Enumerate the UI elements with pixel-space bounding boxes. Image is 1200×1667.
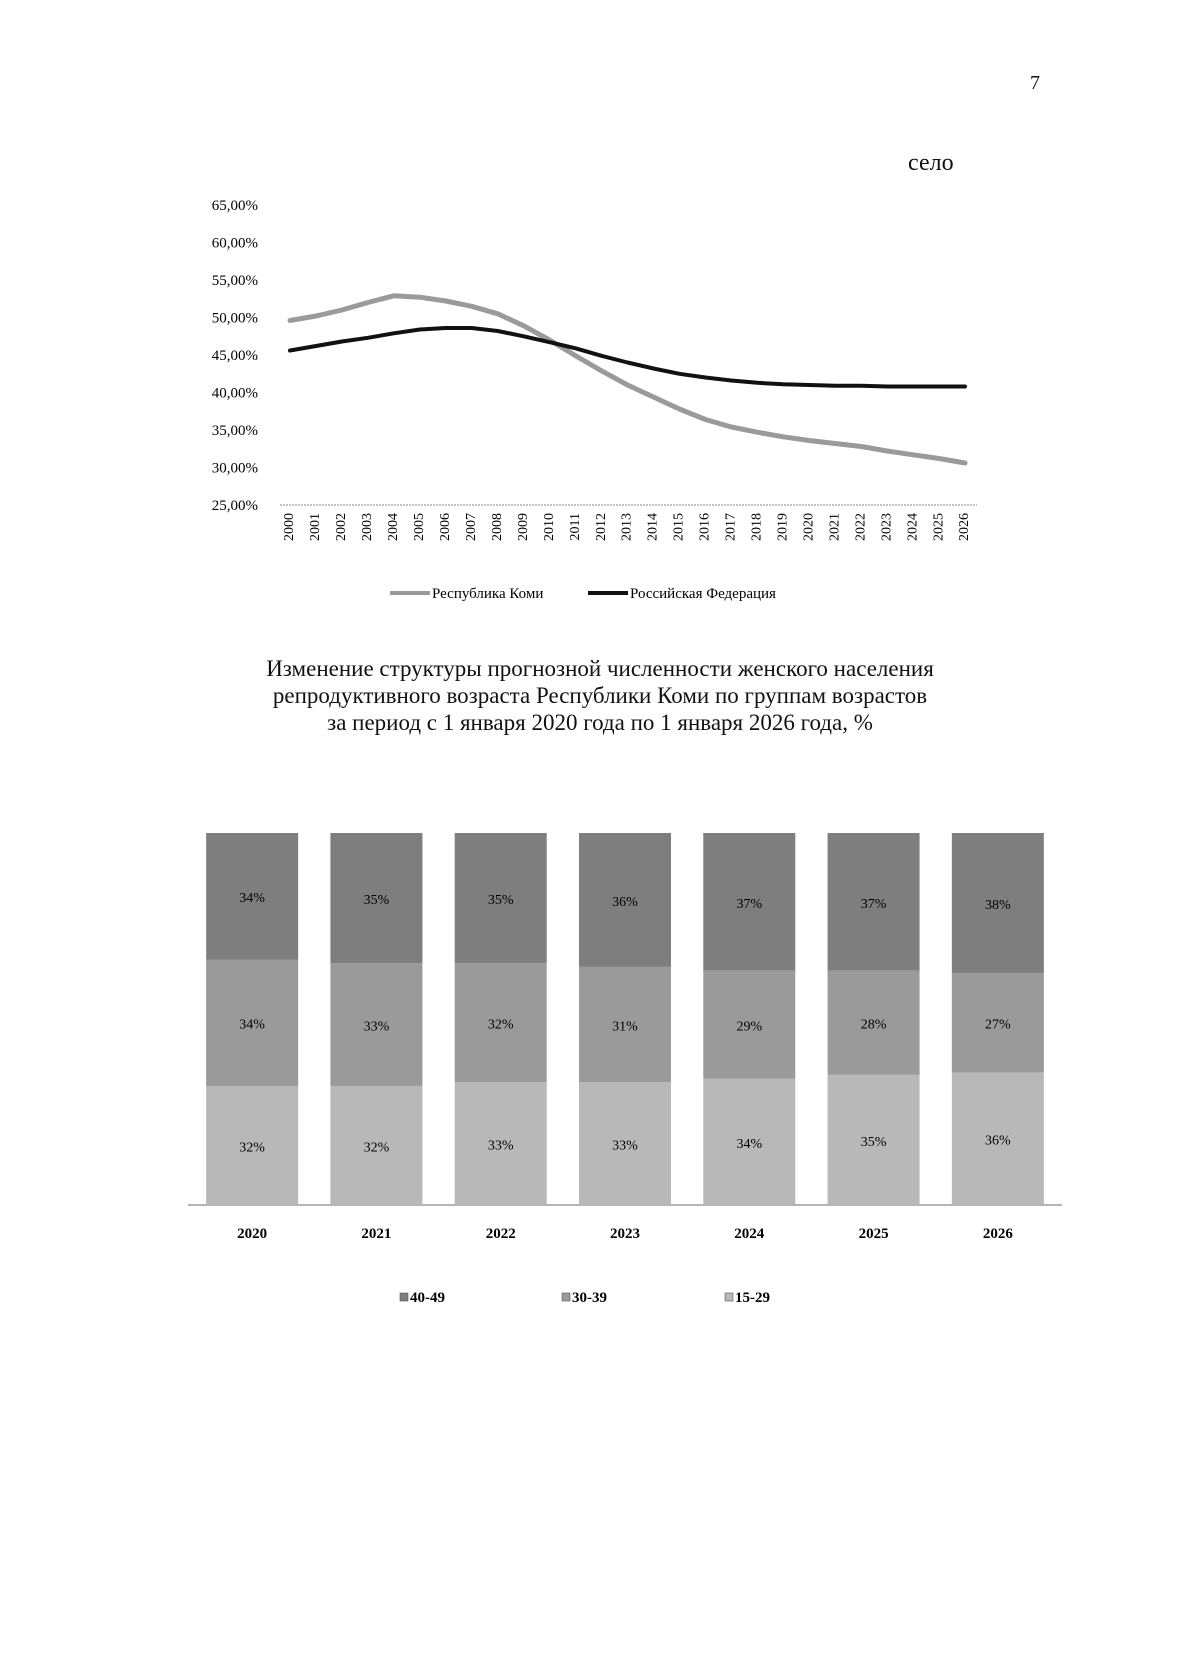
x-tick-label: 2022 <box>853 513 869 541</box>
x-category-label: 2025 <box>858 1226 889 1242</box>
legend-swatch-15-29 <box>725 1293 733 1301</box>
legend-label-30-39: 30-39 <box>572 1290 607 1306</box>
bar-data-label: 34% <box>239 1017 265 1033</box>
x-tick-label: 2007 <box>463 513 479 541</box>
x-tick-label: 2016 <box>697 513 713 541</box>
x-tick-label: 2005 <box>412 513 428 541</box>
y-tick-label: 35,00% <box>211 423 258 439</box>
line-series-1 <box>290 296 965 463</box>
x-tick-label: 2008 <box>489 513 505 541</box>
bar-data-label: 31% <box>612 1019 638 1035</box>
x-tick-label: 2026 <box>957 513 973 541</box>
y-tick-label: 50,00% <box>211 310 258 327</box>
y-tick-label: 25,00% <box>211 498 258 514</box>
x-tick-label: 2009 <box>515 513 531 541</box>
x-tick-label: 2010 <box>541 513 557 541</box>
x-tick-label: 2011 <box>567 513 583 541</box>
chart-subtitle: село <box>908 150 954 176</box>
legend-label-1: Республика Коми <box>432 586 544 602</box>
bar-data-label: 35% <box>363 893 390 909</box>
bar-data-label: 33% <box>487 1138 514 1154</box>
page-number: 7 <box>1030 72 1040 94</box>
bar-chart-title <box>150 655 1050 736</box>
x-tick-label: 2012 <box>593 513 609 541</box>
x-tick-label: 2015 <box>671 513 687 541</box>
x-tick-label: 2019 <box>775 513 791 541</box>
bar-data-label: 34% <box>736 1136 763 1152</box>
stacked-bar-chart <box>180 820 1080 1330</box>
legend-swatch-40-49 <box>400 1293 408 1301</box>
x-tick-label: 2014 <box>645 513 661 541</box>
x-tick-label: 2021 <box>827 513 843 541</box>
x-category-label: 2020 <box>237 1226 268 1242</box>
x-category-label: 2021 <box>361 1226 392 1242</box>
bar-data-label: 27% <box>985 1017 1011 1033</box>
x-tick-label: 2002 <box>334 513 350 541</box>
bar-data-label: 36% <box>612 894 638 910</box>
bar-data-label: 33% <box>363 1019 390 1035</box>
x-tick-label: 2013 <box>619 513 635 541</box>
bar-data-label: 35% <box>487 893 514 909</box>
line-series-2 <box>290 328 965 387</box>
x-tick-label: 2006 <box>437 513 453 541</box>
legend-label-40-49: 40-49 <box>410 1290 445 1306</box>
bar-data-label: 35% <box>860 1134 887 1150</box>
legend-swatch-30-39 <box>562 1293 570 1301</box>
bar-data-label: 32% <box>487 1017 514 1033</box>
y-tick-label: 40,00% <box>211 385 258 402</box>
x-tick-label: 2023 <box>879 513 895 541</box>
line-chart <box>190 190 1030 620</box>
x-tick-label: 2017 <box>723 513 739 541</box>
y-tick-label: 60,00% <box>211 235 258 252</box>
y-tick-label: 65,00% <box>211 198 258 214</box>
x-category-label: 2023 <box>610 1226 640 1242</box>
x-tick-label: 2020 <box>801 513 817 541</box>
bar-data-label: 38% <box>985 897 1011 913</box>
bar-data-label: 33% <box>612 1138 638 1154</box>
bar-data-label: 28% <box>860 1017 887 1033</box>
y-tick-label: 45,00% <box>211 348 258 364</box>
x-tick-label: 2003 <box>360 513 376 541</box>
bar-chart-title-line-2: репродуктивного возраста Республики Коми по группам возрастов <box>272 683 928 708</box>
x-tick-label: 2024 <box>905 513 921 541</box>
x-tick-label: 2004 <box>386 513 402 541</box>
x-tick-label: 2000 <box>282 513 298 541</box>
x-category-label: 2022 <box>485 1226 516 1242</box>
bar-chart-title-line-1: Изменение структуры прогнозной численности женского населения <box>266 656 934 681</box>
y-tick-label: 55,00% <box>211 273 258 289</box>
bar-data-label: 37% <box>860 896 887 912</box>
bar-data-label: 29% <box>736 1019 763 1035</box>
x-category-label: 2024 <box>734 1226 765 1242</box>
bar-chart-title-line-3: за период с 1 января 2020 года по 1 января 2026 года, % <box>327 710 873 735</box>
bar-data-label: 32% <box>239 1140 265 1156</box>
x-tick-label: 2025 <box>931 513 947 541</box>
legend-label-2: Российская Федерация <box>630 586 776 602</box>
y-tick-label: 30,00% <box>211 460 258 477</box>
bar-data-label: 36% <box>985 1133 1011 1149</box>
x-category-label: 2026 <box>982 1226 1013 1242</box>
legend-label-15-29: 15-29 <box>735 1290 770 1306</box>
x-tick-label: 2001 <box>308 513 324 541</box>
bar-data-label: 34% <box>239 891 265 907</box>
bar-data-label: 37% <box>736 896 763 912</box>
bar-data-label: 32% <box>363 1140 390 1156</box>
x-tick-label: 2018 <box>749 513 765 541</box>
